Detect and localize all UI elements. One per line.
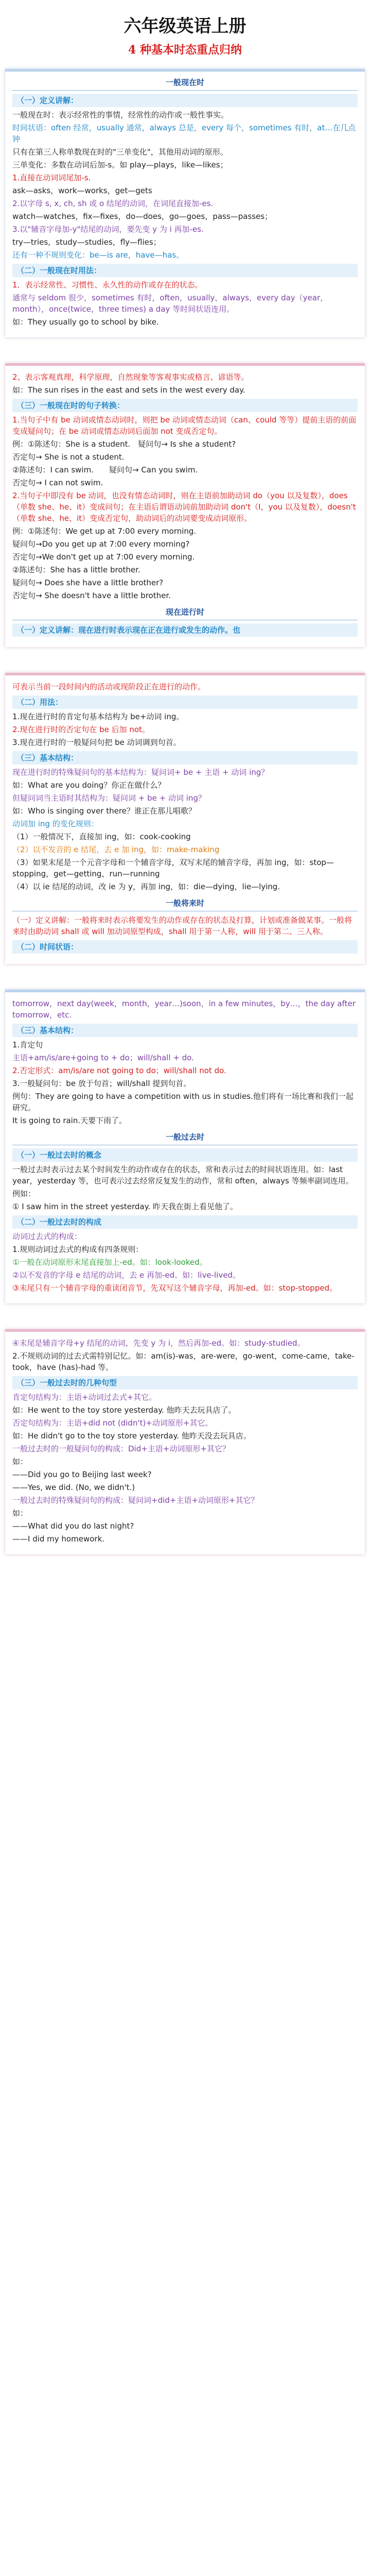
text-line: 一般过去时的一般疑问句的构成：Did+主语+动词原形+其它？ (12, 1444, 230, 1453)
card-present-simple-continued (5, 363, 365, 647)
text-line: 3.现在进行时的一般疑问句把 be 动词调到句首。 (12, 738, 181, 747)
text-line: 动词加 ing 的变化规则： (12, 819, 99, 828)
text-line: 否定句结构为：主语+did not (didn't)+动词原形+其它。 (12, 1418, 213, 1428)
subheading-formation: （二）一般过去时的构成 (12, 1215, 358, 1229)
title-block (0, 0, 370, 62)
text-line: 如：What are you doing？你正在做什么？ (12, 781, 166, 790)
text-line: 1.现在进行时的肯定句基本结构为 be+动词 ing。 (12, 712, 184, 721)
page-subtitle: 4 种基本时态重点归纳 (128, 43, 242, 57)
text-line: 如：They usually go to school by bike. (12, 317, 159, 327)
card-present-simple (5, 69, 365, 337)
section-heading-present-simple: 一般现在时 (12, 76, 358, 91)
text-line: 3.一般疑问句：be 放于句首；will/shall 提到句首。 (12, 1079, 191, 1088)
text-line: 主语+am/is/are+going to + do；will/shall + do. (12, 1053, 194, 1062)
text-line: ②陈述句：I can swim. 疑问句→ Can you swim. (12, 465, 198, 474)
text-line: tomorrow，next day(week，month，year…)soon，in a few minutes，by…，the day after tomorrow，etc. (12, 999, 356, 1020)
text-line: ① I saw him in the street yesterday. 昨天我在街上看见他了。 (12, 1202, 238, 1211)
text-line: ③末尾只有一个辅音字母的重读闭音节，先双写这个辅音字母，再加-ed。如：stop-stopped。 (12, 1283, 338, 1293)
text-line: 1.肯定句 (12, 1040, 43, 1049)
text-line: 例：①陈述句：She is a student. 疑问句→ Is she a student? (12, 439, 236, 449)
text-line: 如：Who is singing over there？谁正在那儿唱歌？ (12, 806, 196, 816)
text-line: ②以不发音的字母 e 结尾的动词，去 e 再加-ed。如：live-lived。 (12, 1270, 240, 1280)
text-line: 2.当句子中即没有 be 动词，也没有情态动词时，则在主语前加助动词 do（you 以及复数），does（单数 she、he、it）变成问句；在主语后谓语动词前加助动词 don't（I，you 以及复数），doesn't（单数 she、he、it）变成否定句，助动词后的动词要变成动词原形。 (12, 491, 356, 523)
text-line: 还有一种不规则变化：be—is are，have—has。 (12, 250, 184, 260)
text-line: 例句：They are going to have a competition with us in studies.他们将有一场比赛和我们一起研究。 (12, 1092, 354, 1112)
subheading-structure: （三）基本结构： (12, 1024, 358, 1037)
text-line: 如：He went to the toy store yesterday. 他昨天去玩具店了。 (12, 1405, 236, 1415)
text-line: 例：①陈述句：We get up at 7:00 every morning. (12, 527, 197, 536)
text-line: 否定句→ I can not swim. (12, 478, 103, 487)
text-line: try—tries，study—studies，fly—flies； (12, 238, 161, 247)
subheading-sentence-patterns: （三）一般过去时的几种句型 (12, 1376, 358, 1389)
text-line: 3.以"辅音字母加-y"结尾的动词，要先变 y 为 i 再加-es. (12, 225, 204, 234)
text-line: 否定句→ She doesn't have a little brother. (12, 591, 171, 600)
page-title: 六年级英语上册 (124, 16, 246, 37)
text-line: 一般现在时：表示经常性的事情，经常性的动作或一般性事实。 (12, 110, 229, 120)
text-line: 一般过去时表示过去某个时间发生的动作或存在的状态，常和表示过去的时间状语连用。如：last year，yesterday 等，也可表示过去经常反复发生的动作，常和 often，always 等频率副词连用。 (12, 1165, 354, 1185)
text-line: ——What did you do last night? (12, 1521, 134, 1531)
subheading-definition: （一）定义讲解：现在进行时表示现在正在进行或发生的动作。也 (12, 623, 358, 637)
section-heading-future-simple: 一般将来时 (12, 896, 358, 911)
text-line: ——I did my homework. (12, 1534, 105, 1544)
text-line: 时间状语：often 经常，usually 通常，always 总是，every 每个，sometimes 有时，at…在几点钟 (12, 123, 356, 144)
text-line: 通常与 seldom 很少，sometimes 有时，often，usually，always，every day（year，month），once(twice，three times) a day 等时间状语连用。 (12, 293, 328, 314)
subheading-sentence-conversion: （三）一般现在时的句子转换： (12, 399, 358, 412)
text-line: 如：The sun rises in the east and sets in the west every day. (12, 385, 245, 395)
text-line: 2.否定形式：am/is/are not going to do；will/shall not do. (12, 1066, 226, 1075)
text-line: 1.规则动词过去式的构成有四条规则： (12, 1245, 144, 1254)
text-line: 肯定句结构为：主语+动词过去式+其它。 (12, 1393, 157, 1402)
text-line: ①一般在动词原形末尾直接加上-ed。如：look-looked。 (12, 1258, 207, 1267)
card-past-simple-continued (5, 1329, 365, 1554)
text-line: 否定句→ She is not a student. (12, 452, 125, 462)
text-line: watch—watches，fix—fixes，do—does，go—goes，pass—passes； (12, 212, 273, 221)
text-line: 只有在第三人称单数现在时的"三单变化"，其他用动词的原形。 (12, 147, 228, 157)
text-line: 例如： (12, 1189, 36, 1198)
section-heading-present-continuous: 现在进行时 (12, 605, 358, 620)
text-line: 1．表示经常性、习惯性、永久性的动作或存在的状态。 (12, 280, 203, 290)
card-present-continuous (5, 673, 365, 964)
text-line: 1.直接在动词词尾加-s. (12, 173, 91, 182)
text-line: 2.现在进行时的否定句在 be 后加 not。 (12, 725, 150, 734)
text-line: ask—asks，work—works，get—gets (12, 186, 152, 195)
subheading-usage: （二）一般现在时用法： (12, 264, 358, 277)
text-line: 动词过去式的构成： (12, 1232, 82, 1241)
text-line: 否定句→We don't get up at 7:00 every morning. (12, 552, 195, 562)
text-line: ②陈述句：She has a little brother. (12, 565, 140, 574)
subheading-definition: （一）定义讲解： (12, 94, 358, 107)
text-line: ——Yes, we did. (No, we didn't.) (12, 1483, 135, 1492)
text-line: 疑问句→Do you get up at 7:00 every morning? (12, 539, 190, 549)
text-line: 一般过去时的特殊疑问句的构成：疑问词+did+主语+动词原形+其它？ (12, 1496, 259, 1505)
text-line: （3）如果末尾是一个元音字母和一个辅音字母，双写末尾的辅音字母，再加 ing，如：stop—stopping，get—getting，run—running (12, 858, 334, 878)
text-line: 2.不规则动词的过去式需特别记忆。如：am(is)-was，are-were，go-went，come-came，take-took，have (has)-had 等。 (12, 1351, 355, 1372)
card-future-and-past (5, 990, 365, 1303)
text-line: 可表示当前一段时间内的活动或现阶段正在进行的动作。 (12, 682, 206, 691)
text-line: （1）一般情况下，直接加 ing，如：cook-cooking (12, 832, 191, 841)
text-line: 如： (12, 1509, 28, 1518)
text-line: 如：He didn't go to the toy store yesterday. 他昨天没去玩具店。 (12, 1431, 251, 1440)
text-line: 三单变化：多数在动词后加-s。如 play—plays，like—likes； (12, 160, 228, 170)
text-line: 但疑问词当主语时其结构为：疑问词 + be + 动词 ing？ (12, 793, 206, 803)
subheading-usage: （二）用法： (12, 696, 358, 709)
text-line: 疑问句→ Does she have a little brother? (12, 578, 164, 587)
text-line: It is going to rain.天要下雨了。 (12, 1116, 127, 1125)
subheading-time-adverbials: （二）时间状语： (12, 940, 358, 954)
text-line: 现在进行时的特殊疑问句的基本结构为：疑问词+ be + 主语 + 动词 ing？ (12, 768, 269, 777)
text-line: 2.以字母 s, x, ch, sh 或 o 结尾的动词，在词尾直接加-es. (12, 199, 214, 208)
text-line: （一）定义讲解：一般将来时表示将要发生的动作或存在的状态及打算，计划或准备做某事。一般将来时由助动词 shall 或 will 加动词原型构成，shall 用于第一人称，will 用于第二、三人称。 (12, 916, 353, 936)
text-line: 如： (12, 1457, 28, 1466)
text-line: （4）以 ie 结尾的动词，改 ie 为 y，再加 ing，如：die—dying，lie—lying. (12, 882, 280, 891)
section-heading-past-simple: 一般过去时 (12, 1130, 358, 1145)
subheading-structure: （三）基本结构： (12, 751, 358, 765)
text-line: 1.当句子中有 be 动词或情态动词时，则把 be 动词或情态动词（can、could 等等）提前主语的前面变成疑问句；在 be 动词或情态动词后面加 not 变成否定句。 (12, 415, 357, 436)
text-line: （2）以不发音的 e 结尾，去 e 加 ing，如：make-making (12, 845, 220, 854)
subheading-concept: （一）一般过去时的概念 (12, 1148, 358, 1162)
text-line: 2、表示客观真理，科学原理，自然现象等客观事实或格言、谚语等。 (12, 372, 249, 382)
text-line: ——Did you go to Beijing last week? (12, 1470, 152, 1479)
text-line: ④末尾是辅音字母+y 结尾的动词，先变 y 为 i，然后再加-ed。如：study-studied。 (12, 1338, 305, 1348)
